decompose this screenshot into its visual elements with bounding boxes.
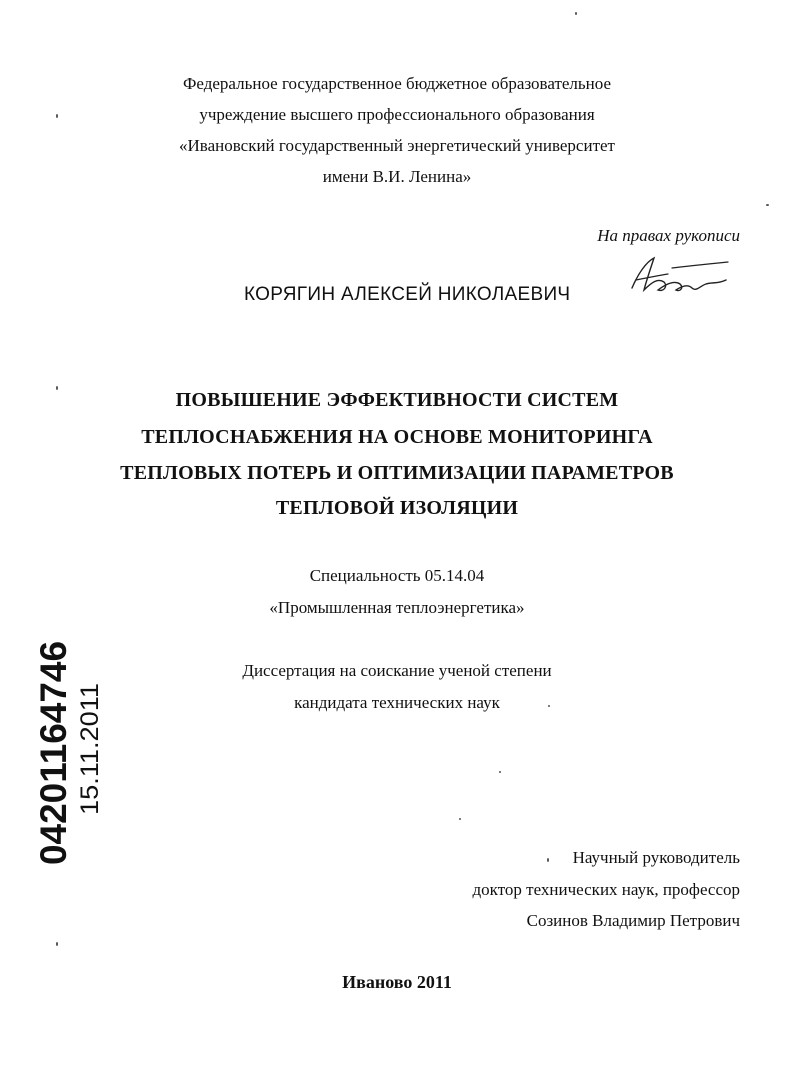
library-stamp-date: 15.11.2011 — [76, 693, 104, 815]
scan-speck — [766, 204, 769, 206]
scan-speck — [56, 942, 58, 946]
scan-speck — [459, 818, 461, 820]
scan-speck — [547, 858, 549, 862]
scan-speck — [499, 771, 501, 773]
city-year: Иваново 2011 — [342, 972, 452, 992]
thesis-title-line-2: ТЕПЛОСНАБЖЕНИЯ НА ОСНОВЕ МОНИТОРИНГА — [141, 426, 653, 448]
library-stamp-number: 04201164746 — [33, 640, 74, 865]
scan-speck — [56, 386, 58, 390]
library-stamp — [26, 635, 106, 865]
scan-speck — [548, 705, 550, 707]
supervisor-name: Созинов Владимир Петрович — [526, 911, 740, 930]
author-signature — [628, 252, 732, 300]
supervisor-credentials: доктор технических наук, профессор — [472, 880, 740, 899]
institution-line-1: Федеральное государственное бюджетное образовательное — [182, 74, 612, 93]
scan-speck — [575, 12, 577, 15]
institution-line-2: учреждение высшего профессионального образования — [199, 105, 595, 124]
specialty-name: «Промышленная теплоэнергетика» — [269, 598, 525, 617]
institution-line-4: имени В.И. Ленина» — [322, 167, 472, 186]
institution-line-3: «Ивановский государственный энергетический университет — [179, 136, 615, 155]
rights-note: На правах рукописи — [597, 226, 740, 245]
degree-line-2: кандидата технических наук — [294, 693, 500, 712]
thesis-title-line-3: ТЕПЛОВЫХ ПОТЕРЬ И ОПТИМИЗАЦИИ ПАРАМЕТРОВ — [120, 462, 674, 484]
supervisor-role: Научный руководитель — [572, 848, 740, 867]
author-name: КОРЯГИН АЛЕКСЕЙ НИКОЛАЕВИЧ — [244, 284, 571, 305]
specialty-code: Специальность 05.14.04 — [309, 566, 485, 585]
degree-line-1: Диссертация на соискание ученой степени — [242, 661, 552, 680]
scan-speck — [56, 114, 58, 118]
thesis-title-line-1: ПОВЫШЕНИЕ ЭФФЕКТИВНОСТИ СИСТЕМ — [175, 389, 619, 411]
thesis-title-line-4: ТЕПЛОВОЙ ИЗОЛЯЦИИ — [275, 497, 519, 519]
